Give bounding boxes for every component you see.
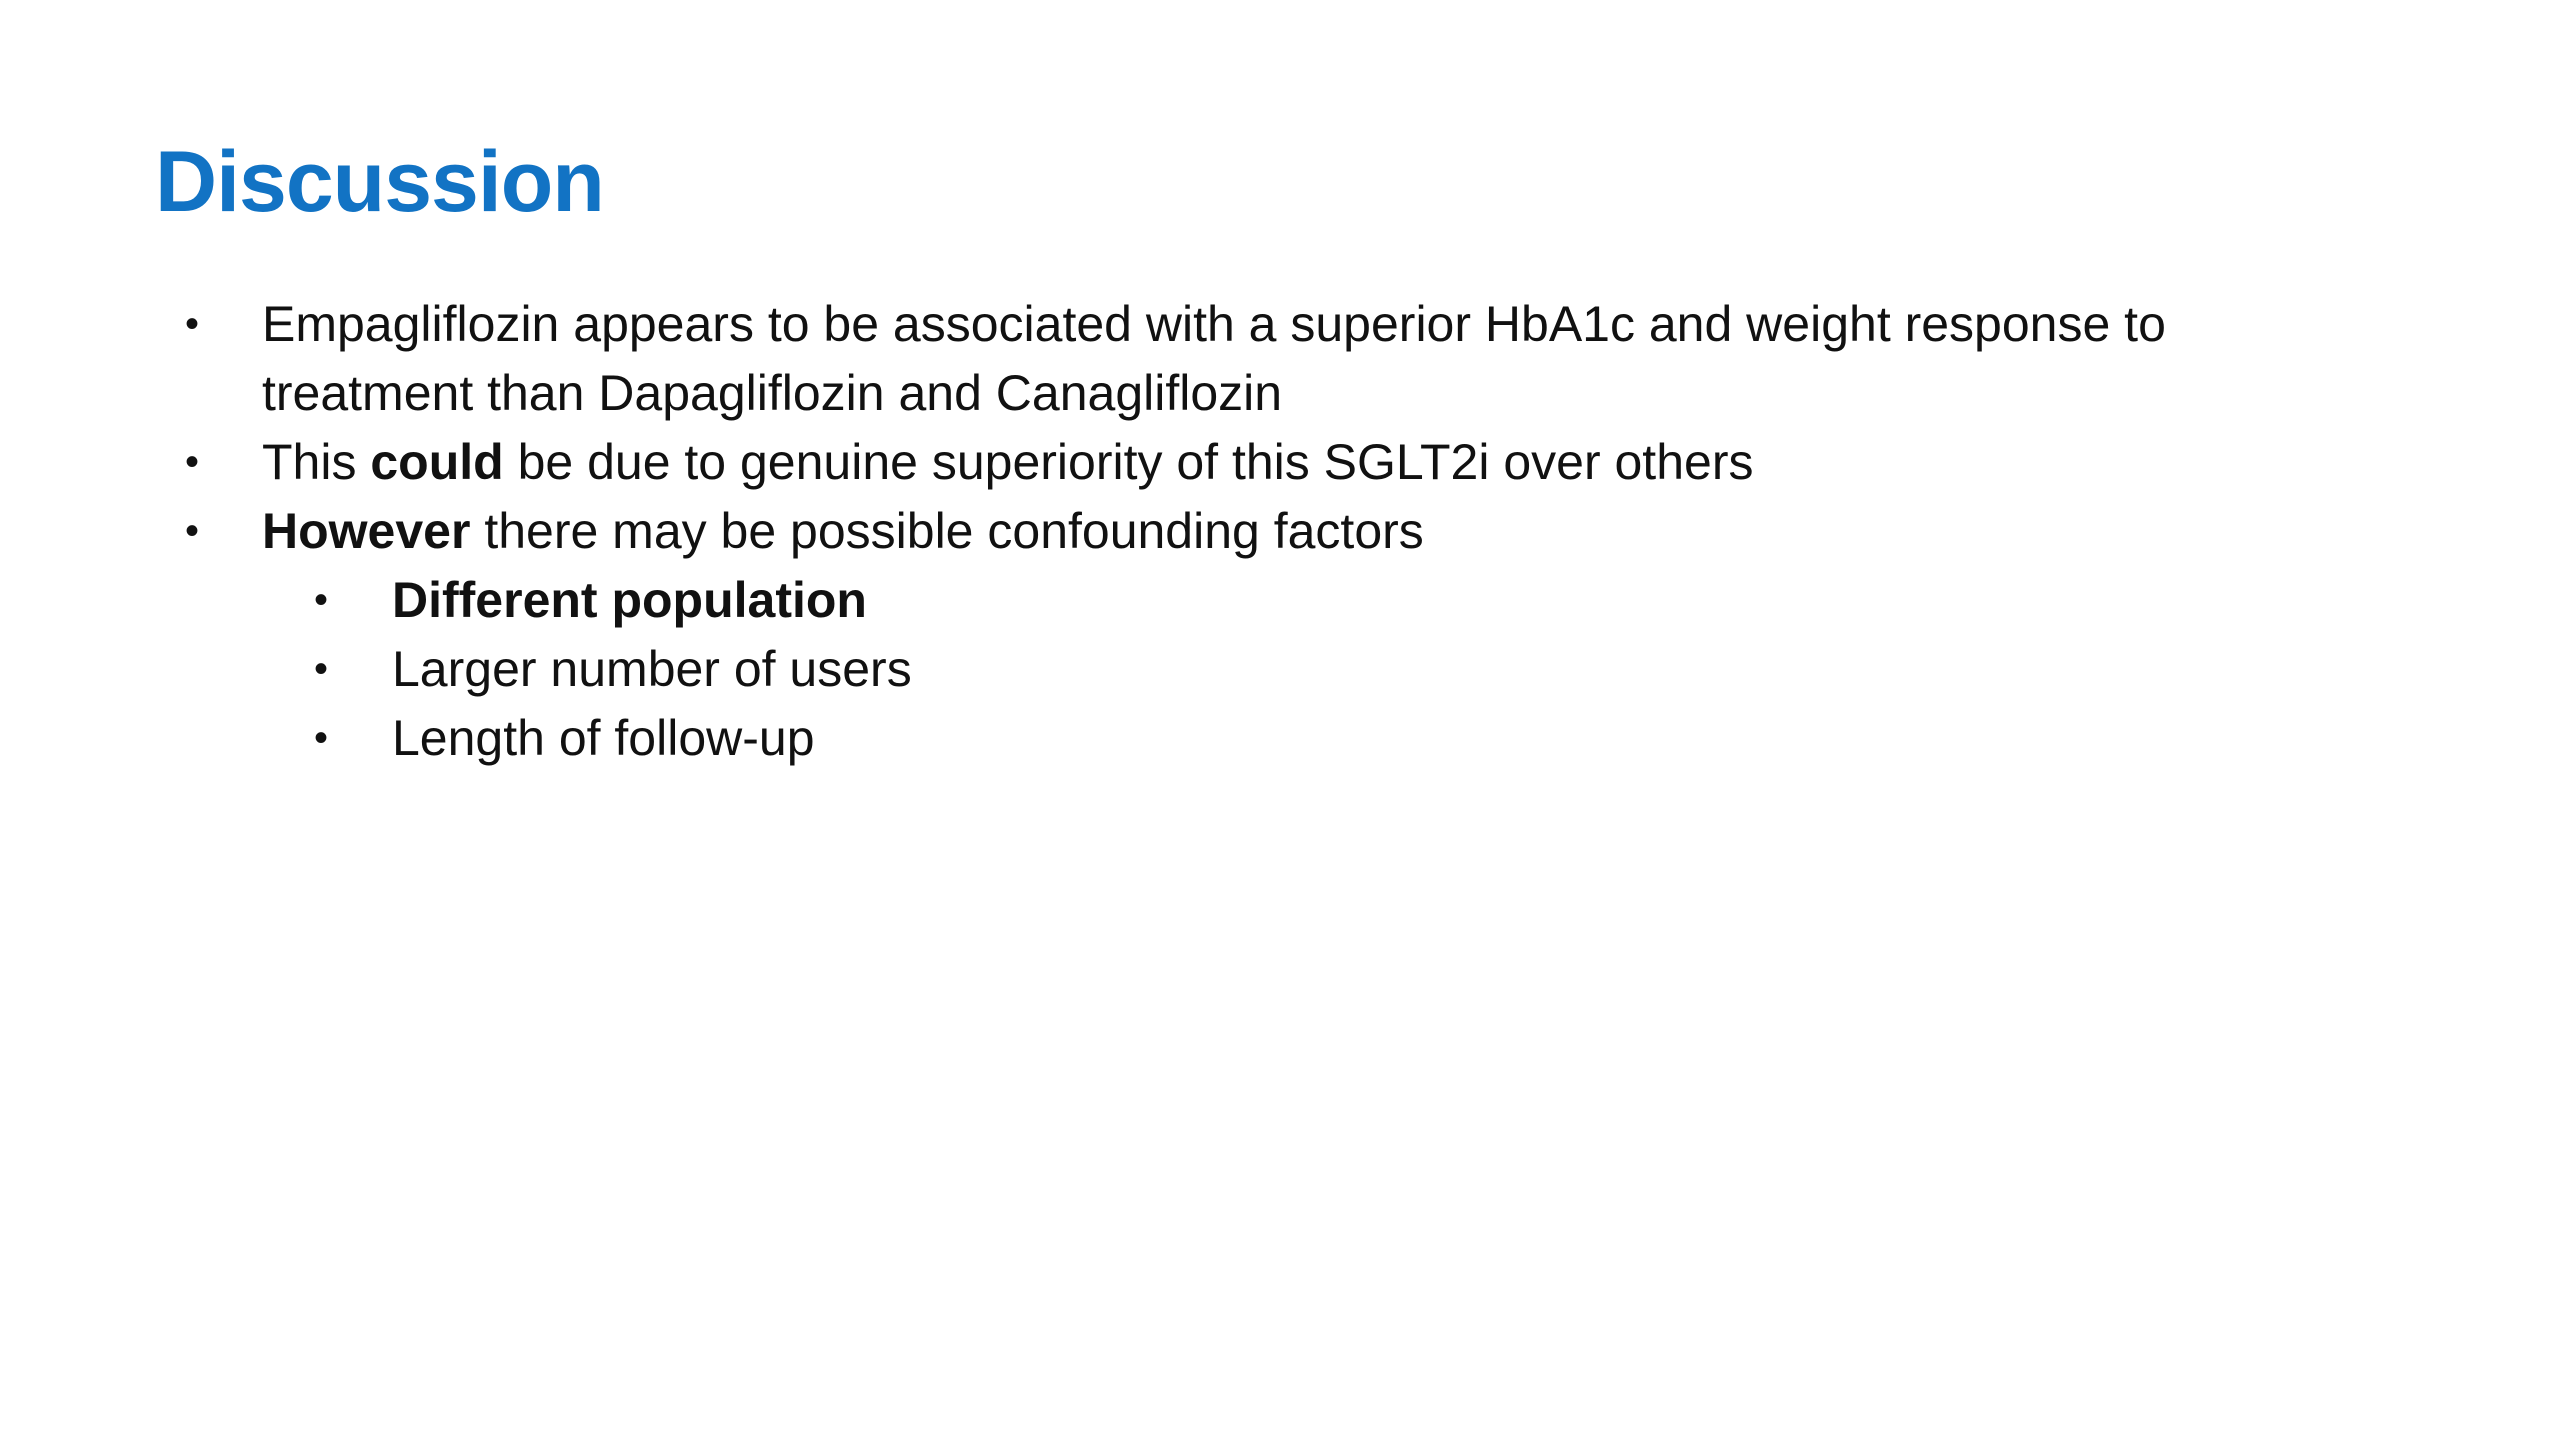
bullet-list: [170, 290, 2420, 773]
sub-bullet-icon: •: [313, 647, 328, 691]
bullet-item-superiority: [170, 428, 2420, 497]
sub-bullet-item-users: [170, 635, 2420, 704]
sub-bullet-icon: •: [313, 716, 328, 760]
bullet-icon: •: [184, 302, 199, 346]
bullet-text-suffix: there may be possible confounding factors: [470, 503, 1424, 559]
bullet-text-line-2: treatment than Dapagliflozin and Canagliflozin: [262, 365, 1283, 421]
sub-bullet-text: Different population: [392, 572, 867, 628]
sub-bullet-text: Length of follow-up: [392, 710, 815, 766]
bullet-text-suffix: be due to genuine superiority of this SGLT2i over others: [503, 434, 1754, 490]
slide-title: Discussion: [155, 134, 604, 230]
bullet-item-empagliflozin: [170, 290, 2420, 428]
bullet-text-bold: However: [262, 503, 471, 559]
sub-bullet-item-follow-up: [170, 704, 2420, 773]
bullet-text-bold: could: [370, 434, 504, 490]
bullet-icon: •: [184, 440, 199, 484]
bullet-text-line-1: Empagliflozin appears to be associated with a superior HbA1c and weight response to: [262, 296, 2166, 352]
bullet-text-prefix: This: [262, 434, 371, 490]
sub-bullet-text: Larger number of users: [392, 641, 912, 697]
bullet-item-confounding: [170, 497, 2420, 566]
bullet-icon: •: [184, 509, 199, 553]
sub-bullet-item-population: [170, 566, 2420, 635]
sub-bullet-icon: •: [313, 578, 328, 622]
